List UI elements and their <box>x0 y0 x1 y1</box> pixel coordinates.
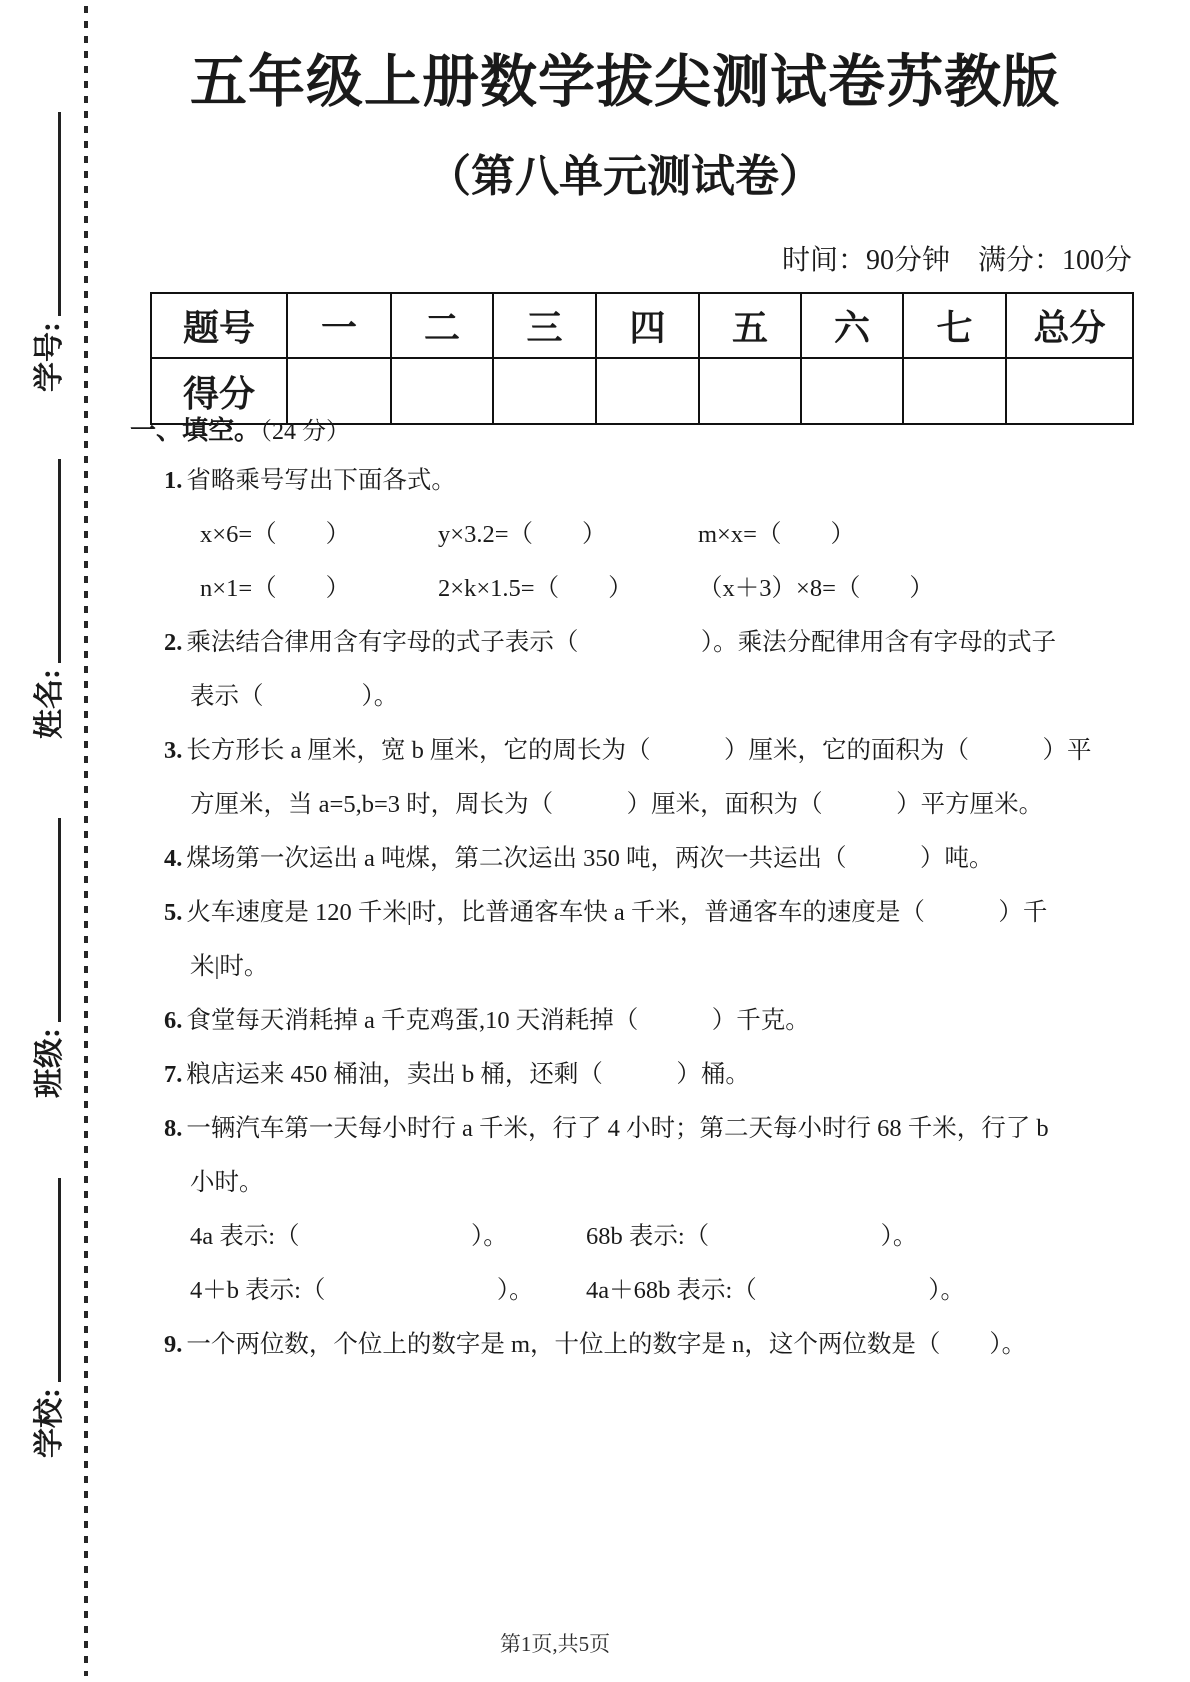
student-id-blank-line <box>58 112 61 316</box>
formula-blank: n×1=（ ） <box>200 575 351 602</box>
question-text: 一个两位数，个位上的数字是 m，十位上的数字是 n，这个两位数是（ ）。 <box>186 1331 1027 1358</box>
score-table-header-cell: 五 <box>699 293 801 358</box>
section-heading-text: 一、填空。 <box>130 416 261 445</box>
question-continuation: 表示（ ）。 <box>190 683 399 710</box>
score-table-header-cell: 二 <box>391 293 493 358</box>
question-number: 1. <box>164 467 183 494</box>
question-line <box>130 1102 1150 1156</box>
formula-row <box>130 508 1150 562</box>
expression-blank: 4＋b 表示:（ ）。 <box>190 1277 534 1304</box>
question-continuation: 方厘米，当 a=5,b=3 时，周长为（ ）厘米，面积为（ ）平方厘米。 <box>190 791 1044 818</box>
formula-blank: y×3.2=（ ） <box>438 521 607 548</box>
name-label: 姓名: <box>33 669 66 739</box>
question-number: 8. <box>164 1115 183 1142</box>
question-number: 4. <box>164 845 183 872</box>
question-line <box>130 886 1150 940</box>
question-line <box>130 454 1150 508</box>
question-line <box>130 724 1150 778</box>
sidebar-item-student-id <box>17 112 75 392</box>
section-points: （24 分） <box>260 419 351 445</box>
name-blank-line <box>58 459 61 663</box>
expression-blank: 68b 表示:（ ）。 <box>586 1223 918 1250</box>
score-table-header-cell: 七 <box>903 293 1006 358</box>
seal-dashed-line <box>84 6 88 1676</box>
question-line <box>130 994 1150 1048</box>
question-line <box>130 1048 1150 1102</box>
formula-row <box>130 562 1150 616</box>
page-subtitle: （第八单元测试卷） <box>427 152 823 201</box>
question-number: 5. <box>164 899 183 926</box>
page-title: 五年级上册数学拔尖测试卷苏教版 <box>190 51 1060 114</box>
score-row-label: 得分 <box>151 358 287 424</box>
sidebar-item-school <box>17 1178 75 1458</box>
score-table-header-cell: 一 <box>287 293 391 358</box>
question-number: 3. <box>164 737 183 764</box>
question-text: 粮店运来 450 桶油，卖出 b 桶，还剩（ ）桶。 <box>186 1061 750 1088</box>
sidebar-item-class <box>17 818 75 1098</box>
footer-page-number: 第1页,共5页 <box>499 1632 611 1656</box>
score-table-header-cell: 题号 <box>151 293 287 358</box>
question-line <box>130 616 1150 670</box>
question-text: 一辆汽车第一天每小时行 a 千米，行了 4 小时；第二天每小时行 68 千米，行了 b <box>186 1115 1049 1142</box>
score-table-header-cell: 总分 <box>1006 293 1133 358</box>
school-label: 学校: <box>33 1388 66 1458</box>
question-number: 7. <box>164 1061 183 1088</box>
time-and-score-info: 时间：90分钟 满分：100分 <box>781 245 1132 276</box>
expression-meaning-row <box>130 1264 1150 1318</box>
student-id-label: 学号: <box>33 322 66 392</box>
school-blank-line <box>58 1178 61 1382</box>
expression-meaning-row <box>130 1210 1150 1264</box>
score-table-header-cell: 六 <box>801 293 903 358</box>
formula-blank: x×6=（ ） <box>200 521 351 548</box>
question-number: 9. <box>164 1331 183 1358</box>
question-text: 乘法结合律用含有字母的式子表示（ ）。乘法分配律用含有字母的式子 <box>186 629 1057 656</box>
formula-blank: 2×k×1.5=（ ） <box>438 575 633 602</box>
formula-blank: m×x=（ ） <box>698 521 855 548</box>
sidebar-item-name <box>17 459 75 739</box>
formula-blank: （x＋3）×8=（ ） <box>698 575 934 602</box>
question-continuation: 小时。 <box>190 1169 264 1196</box>
score-table-header-cell: 三 <box>493 293 596 358</box>
question-text: 火车速度是 120 千米|时，比普通客车快 a 千米，普通客车的速度是（ ）千 <box>186 899 1048 926</box>
question-continuation: 米|时。 <box>190 953 269 980</box>
score-table-header-cell: 四 <box>596 293 699 358</box>
score-table-header-row <box>151 293 1133 358</box>
questions-section <box>130 408 1150 1372</box>
question-text: 长方形长 a 厘米，宽 b 厘米，它的周长为（ ）厘米，它的面积为（ ）平 <box>186 737 1092 764</box>
question-number: 6. <box>164 1007 183 1034</box>
class-blank-line <box>58 818 61 1022</box>
score-table <box>150 292 1134 425</box>
question-text: 食堂每天消耗掉 a 千克鸡蛋,10 天消耗掉（ ）千克。 <box>186 1007 810 1034</box>
expression-blank: 4a＋68b 表示:（ ）。 <box>586 1277 966 1304</box>
question-text: 省略乘号写出下面各式。 <box>186 467 456 494</box>
class-label: 班级: <box>33 1028 66 1098</box>
section-heading <box>130 408 1150 454</box>
question-text: 煤场第一次运出 a 吨煤，第二次运出 350 吨，两次一共运出（ ）吨。 <box>186 845 994 872</box>
expression-blank: 4a 表示:（ ）。 <box>190 1223 508 1250</box>
question-line <box>130 1318 1150 1372</box>
question-number: 2. <box>164 629 183 656</box>
question-line <box>130 832 1150 886</box>
